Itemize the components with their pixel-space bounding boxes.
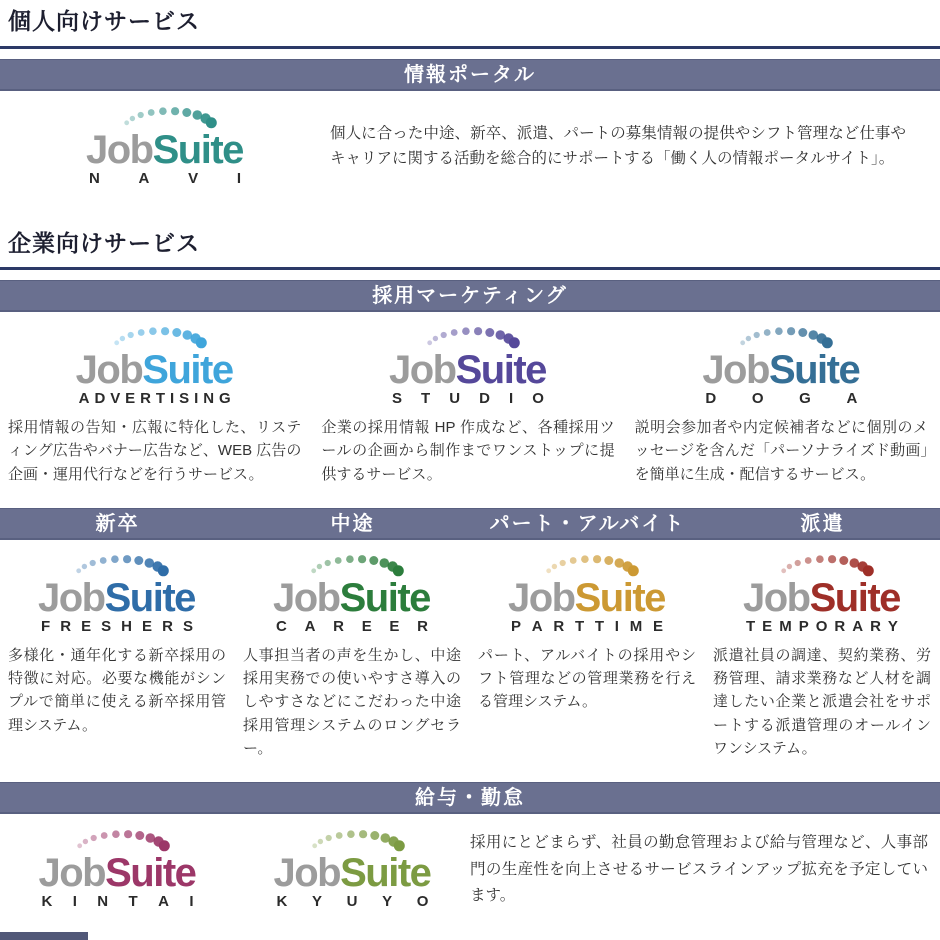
logo-job-text: Job: [38, 575, 105, 620]
section-heading-individual: 個人向けサービス: [8, 8, 200, 34]
logo-wordmark: [38, 575, 196, 620]
logo-jobsuite-doga: [702, 327, 860, 406]
logo-wordmark: [388, 348, 547, 393]
logo-wordmark: [86, 127, 244, 172]
recruiting-row: [0, 540, 940, 772]
logo-wordmark: [508, 575, 666, 620]
column-studio: [313, 327, 626, 486]
banner-category-temporary: 派遣: [800, 512, 845, 535]
navi-logo-wrap: [0, 107, 330, 186]
heading-rule: [0, 267, 940, 270]
logo-job-text: Job: [702, 348, 769, 393]
banner-payroll: 給与・勤怠: [0, 782, 940, 814]
logo-sublabel: C A R E E R: [276, 617, 428, 635]
logo-job-text: Job: [743, 575, 810, 620]
logo-job-text: Job: [86, 127, 153, 172]
column-career: [235, 555, 470, 760]
logo-sublabel: K I N T A I: [41, 893, 194, 911]
navi-description: 個人に合った中途、新卒、派遣、パートの募集情報の提供やシフト管理など仕事やキャリアに関する活動を総合的にサポートする「働く人の情報ポータルサイト」。: [330, 124, 906, 168]
logo-wordmark: [75, 348, 234, 393]
logo-jobsuite-navi: [86, 107, 244, 186]
logo-jobsuite-career: [273, 555, 431, 634]
logo-suite-text: Suite: [455, 348, 546, 393]
section-heading-corporate: 企業向けサービス: [8, 229, 200, 256]
logo-suite-text: Suite: [152, 127, 243, 172]
logo-job-text: Job: [75, 348, 143, 393]
temporary-description: 派遣社員の調達、契約業務、労務管理、請求業務など人材を調達したい企業と派遣会社をサポートする派遣管理のオールインワンシステム。: [713, 646, 931, 757]
logo-suite-text: Suite: [340, 851, 431, 896]
logo-sublabel: S T U D I O: [391, 390, 544, 408]
logo-sublabel: F R E S H E R S: [41, 617, 193, 635]
freshers-description: 多様化・通年化する新卒採用の特徴に対応。必要な機能がシンプルで簡単に使える新卒採用管理システム。: [8, 646, 226, 734]
heading-rule: [0, 46, 940, 49]
banner-marketing: 採用マーケティング: [0, 280, 940, 312]
logo-jobsuite-temporary: [743, 555, 901, 634]
logo-sublabel: K Y U Y O: [276, 893, 429, 911]
logo-jobsuite-studio: [389, 327, 547, 406]
logo-suite-text: Suite: [104, 575, 195, 620]
logo-job-text: Job: [508, 575, 575, 620]
doga-description: 説明会参加者や内定候補者などに個別のメッセージを含んだ「パーソナライズド動画」を簡単に生成・配信するサービス。: [634, 419, 928, 483]
logo-sublabel: A D V E R T I S I N G: [78, 390, 231, 408]
logo-suite-text: Suite: [574, 575, 665, 620]
logo-wordmark: [743, 575, 901, 620]
logo-job-text: Job: [38, 851, 106, 896]
marketing-row: [0, 312, 940, 498]
career-description: 人事担当者の声を生かし、中途採用実務での使いやすさ導入のしやすさなどにこだわった中途採用管理システムのロングセラー。: [243, 646, 461, 757]
advertising-description: 採用情報の告知・広報に特化した、リスティング広告やバナー広告など、WEB 広告の企画・運用代行などを行うサービス。: [8, 419, 302, 483]
logo-suite-text: Suite: [142, 348, 233, 393]
logo-suite-text: Suite: [105, 851, 196, 896]
logo-sublabel: T E M P O R A R Y: [746, 617, 898, 635]
logo-sublabel: D O G A: [705, 390, 858, 408]
logo-wordmark: [273, 851, 432, 896]
logo-jobsuite-kintai: [39, 830, 197, 909]
logo-jobsuite-kyuyo: [274, 830, 432, 909]
logo-suite-text: Suite: [809, 575, 900, 620]
logo-suite-text: Suite: [339, 575, 430, 620]
logo-job-text: Job: [273, 575, 340, 620]
logo-jobsuite-advertising: [76, 327, 234, 406]
kintai-logo-wrap: [0, 830, 235, 909]
column-advertising: [0, 327, 313, 486]
banner-categories: [0, 508, 940, 540]
logo-job-text: Job: [388, 348, 456, 393]
logo-wordmark: [273, 575, 431, 620]
payroll-row: [0, 814, 940, 909]
logo-wordmark: [702, 348, 860, 393]
logo-job-text: Job: [273, 851, 341, 896]
column-parttime: [470, 555, 705, 714]
banner-category-career: 中途: [330, 512, 375, 535]
logo-jobsuite-parttime: [508, 555, 666, 634]
column-temporary: [705, 555, 940, 760]
kyuyo-logo-wrap: [235, 830, 470, 909]
partial-next-banner: [0, 932, 88, 940]
logo-sublabel: N A V I: [89, 169, 241, 187]
studio-description: 企業の採用情報 HP 作成など、各種採用ツールの企画から制作までワンストップに提供するサービス。: [321, 419, 615, 483]
column-freshers: [0, 555, 235, 737]
column-doga: [627, 327, 940, 486]
navi-row: [0, 91, 940, 208]
logo-jobsuite-freshers: [38, 555, 196, 634]
logo-sublabel: P A R T T I M E: [511, 617, 663, 635]
payroll-description: 採用にとどまらず、社員の勤怠管理および給与管理など、人事部門の生産性を向上させるサービスラインアップ拡充を予定しています。: [470, 834, 928, 904]
banner-portal: 情報ポータル: [0, 59, 940, 91]
logo-suite-text: Suite: [768, 348, 860, 393]
parttime-description: パート、アルバイトの採用やシフト管理などの管理業務を行える管理システム。: [478, 646, 696, 711]
banner-category-freshers: 新卒: [95, 512, 140, 535]
banner-category-parttime: パート・アルバイト: [489, 512, 686, 535]
logo-wordmark: [38, 851, 197, 896]
